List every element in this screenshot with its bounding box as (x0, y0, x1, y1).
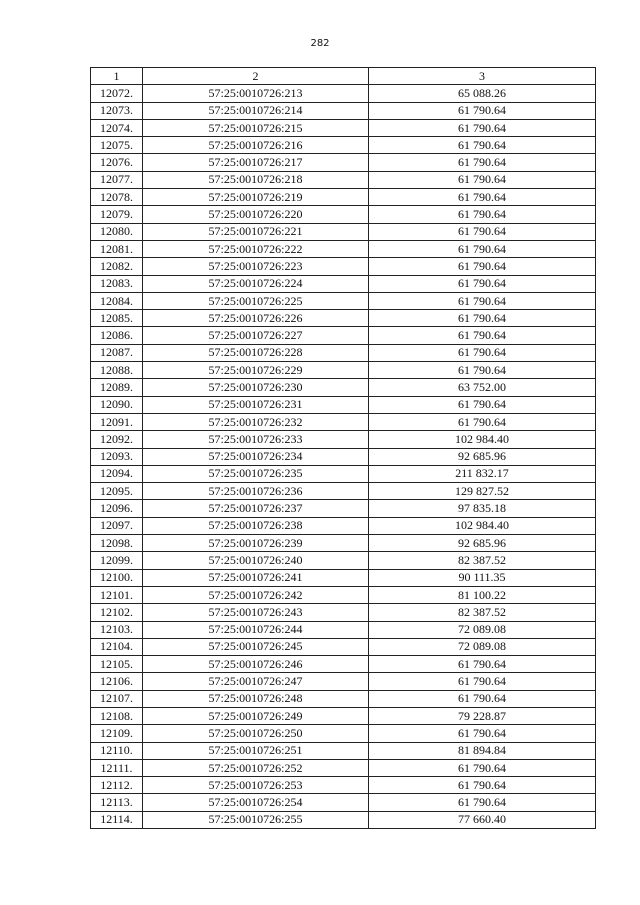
value-cell: 102 984.40 (369, 431, 596, 448)
value-cell: 61 790.64 (369, 258, 596, 275)
row-number-cell: 12094. (91, 465, 143, 482)
cadastral-number-cell: 57:25:0010726:255 (143, 811, 369, 828)
value-cell: 92 685.96 (369, 448, 596, 465)
cadastral-number-cell: 57:25:0010726:235 (143, 465, 369, 482)
cadastral-number-cell: 57:25:0010726:253 (143, 777, 369, 794)
table-row (91, 119, 596, 136)
table-row (91, 258, 596, 275)
value-cell: 61 790.64 (369, 396, 596, 413)
table-row (91, 327, 596, 344)
cadastral-number-cell: 57:25:0010726:246 (143, 656, 369, 673)
value-cell: 61 790.64 (369, 292, 596, 309)
value-cell: 61 790.64 (369, 344, 596, 361)
value-cell: 129 827.52 (369, 483, 596, 500)
row-number-cell: 12087. (91, 344, 143, 361)
row-number-cell: 12088. (91, 362, 143, 379)
row-number-cell: 12077. (91, 171, 143, 188)
row-number-cell: 12073. (91, 102, 143, 119)
value-cell: 61 790.64 (369, 206, 596, 223)
cadastral-number-cell: 57:25:0010726:247 (143, 673, 369, 690)
cadastral-number-cell: 57:25:0010726:252 (143, 759, 369, 776)
table-row (91, 656, 596, 673)
row-number-cell: 12076. (91, 154, 143, 171)
value-cell: 61 790.64 (369, 777, 596, 794)
table-row (91, 794, 596, 811)
value-cell: 61 790.64 (369, 240, 596, 257)
cadastral-number-cell: 57:25:0010726:249 (143, 707, 369, 724)
value-cell: 61 790.64 (369, 102, 596, 119)
cadastral-number-cell: 57:25:0010726:237 (143, 500, 369, 517)
row-number-cell: 12090. (91, 396, 143, 413)
row-number-cell: 12089. (91, 379, 143, 396)
cadastral-number-cell: 57:25:0010726:241 (143, 569, 369, 586)
row-number-cell: 12106. (91, 673, 143, 690)
table-row (91, 379, 596, 396)
cadastral-number-cell: 57:25:0010726:232 (143, 413, 369, 430)
table-row (91, 552, 596, 569)
table-row (91, 171, 596, 188)
table-row (91, 638, 596, 655)
cadastral-number-cell: 57:25:0010726:231 (143, 396, 369, 413)
table-body (91, 85, 596, 829)
table-row (91, 396, 596, 413)
value-cell: 61 790.64 (369, 310, 596, 327)
row-number-cell: 12082. (91, 258, 143, 275)
table-row (91, 206, 596, 223)
row-number-cell: 12104. (91, 638, 143, 655)
row-number-cell: 12105. (91, 656, 143, 673)
row-number-cell: 12112. (91, 777, 143, 794)
cadastral-number-cell: 57:25:0010726:220 (143, 206, 369, 223)
column-header: 1 (91, 68, 143, 85)
table-row (91, 569, 596, 586)
row-number-cell: 12075. (91, 137, 143, 154)
row-number-cell: 12083. (91, 275, 143, 292)
table-row (91, 292, 596, 309)
row-number-cell: 12086. (91, 327, 143, 344)
value-cell: 102 984.40 (369, 517, 596, 534)
cadastral-number-cell: 57:25:0010726:228 (143, 344, 369, 361)
cadastral-number-cell: 57:25:0010726:243 (143, 604, 369, 621)
table-row (91, 811, 596, 828)
table-row (91, 85, 596, 102)
cadastral-number-cell: 57:25:0010726:254 (143, 794, 369, 811)
table-row (91, 777, 596, 794)
row-number-cell: 12078. (91, 189, 143, 206)
table-row (91, 517, 596, 534)
cadastral-number-cell: 57:25:0010726:250 (143, 725, 369, 742)
cadastral-number-cell: 57:25:0010726:213 (143, 85, 369, 102)
row-number-cell: 12097. (91, 517, 143, 534)
table-header-row (91, 68, 596, 85)
cadastral-number-cell: 57:25:0010726:236 (143, 483, 369, 500)
cadastral-number-cell: 57:25:0010726:234 (143, 448, 369, 465)
table-row (91, 707, 596, 724)
row-number-cell: 12099. (91, 552, 143, 569)
value-cell: 65 088.26 (369, 85, 596, 102)
row-number-cell: 12080. (91, 223, 143, 240)
value-cell: 61 790.64 (369, 413, 596, 430)
table-row (91, 413, 596, 430)
value-cell: 81 100.22 (369, 586, 596, 603)
cadastral-number-cell: 57:25:0010726:239 (143, 535, 369, 552)
value-cell: 82 387.52 (369, 604, 596, 621)
row-number-cell: 12111. (91, 759, 143, 776)
row-number-cell: 12107. (91, 690, 143, 707)
cadastral-number-cell: 57:25:0010726:230 (143, 379, 369, 396)
cadastral-number-cell: 57:25:0010726:221 (143, 223, 369, 240)
cadastral-number-cell: 57:25:0010726:225 (143, 292, 369, 309)
cadastral-number-cell: 57:25:0010726:229 (143, 362, 369, 379)
value-cell: 61 790.64 (369, 223, 596, 240)
column-header: 2 (143, 68, 369, 85)
row-number-cell: 12085. (91, 310, 143, 327)
cadastral-number-cell: 57:25:0010726:223 (143, 258, 369, 275)
table-row (91, 362, 596, 379)
cadastral-table (90, 67, 596, 829)
cadastral-number-cell: 57:25:0010726:248 (143, 690, 369, 707)
row-number-cell: 12114. (91, 811, 143, 828)
row-number-cell: 12096. (91, 500, 143, 517)
table-row (91, 275, 596, 292)
cadastral-number-cell: 57:25:0010726:251 (143, 742, 369, 759)
value-cell: 72 089.08 (369, 621, 596, 638)
value-cell: 61 790.64 (369, 327, 596, 344)
row-number-cell: 12110. (91, 742, 143, 759)
table-row (91, 154, 596, 171)
row-number-cell: 12091. (91, 413, 143, 430)
value-cell: 90 111.35 (369, 569, 596, 586)
page-number: 282 (310, 38, 330, 49)
value-cell: 61 790.64 (369, 794, 596, 811)
value-cell: 81 894.84 (369, 742, 596, 759)
cadastral-number-cell: 57:25:0010726:240 (143, 552, 369, 569)
table-row (91, 621, 596, 638)
value-cell: 61 790.64 (369, 119, 596, 136)
cadastral-number-cell: 57:25:0010726:222 (143, 240, 369, 257)
table-row (91, 483, 596, 500)
value-cell: 61 790.64 (369, 690, 596, 707)
row-number-cell: 12081. (91, 240, 143, 257)
table-row (91, 500, 596, 517)
row-number-cell: 12103. (91, 621, 143, 638)
column-header: 3 (369, 68, 596, 85)
value-cell: 63 752.00 (369, 379, 596, 396)
table-row (91, 102, 596, 119)
table-row (91, 189, 596, 206)
value-cell: 82 387.52 (369, 552, 596, 569)
cadastral-number-cell: 57:25:0010726:218 (143, 171, 369, 188)
cadastral-number-cell: 57:25:0010726:233 (143, 431, 369, 448)
cadastral-number-cell: 57:25:0010726:244 (143, 621, 369, 638)
cadastral-number-cell: 57:25:0010726:219 (143, 189, 369, 206)
table-row (91, 673, 596, 690)
cadastral-number-cell: 57:25:0010726:242 (143, 586, 369, 603)
row-number-cell: 12101. (91, 586, 143, 603)
cadastral-number-cell: 57:25:0010726:245 (143, 638, 369, 655)
value-cell: 61 790.64 (369, 171, 596, 188)
row-number-cell: 12100. (91, 569, 143, 586)
row-number-cell: 12113. (91, 794, 143, 811)
cadastral-number-cell: 57:25:0010726:216 (143, 137, 369, 154)
table-row (91, 465, 596, 482)
row-number-cell: 12092. (91, 431, 143, 448)
table-row (91, 586, 596, 603)
table-row (91, 431, 596, 448)
table-row (91, 742, 596, 759)
value-cell: 97 835.18 (369, 500, 596, 517)
value-cell: 61 790.64 (369, 275, 596, 292)
row-number-cell: 12102. (91, 604, 143, 621)
value-cell: 61 790.64 (369, 725, 596, 742)
value-cell: 92 685.96 (369, 535, 596, 552)
value-cell: 61 790.64 (369, 759, 596, 776)
cadastral-number-cell: 57:25:0010726:214 (143, 102, 369, 119)
value-cell: 61 790.64 (369, 673, 596, 690)
table-row (91, 535, 596, 552)
row-number-cell: 12098. (91, 535, 143, 552)
table-row (91, 137, 596, 154)
table-row (91, 240, 596, 257)
table-row (91, 310, 596, 327)
row-number-cell: 12108. (91, 707, 143, 724)
table-row (91, 223, 596, 240)
row-number-cell: 12095. (91, 483, 143, 500)
cadastral-number-cell: 57:25:0010726:226 (143, 310, 369, 327)
value-cell: 211 832.17 (369, 465, 596, 482)
value-cell: 61 790.64 (369, 362, 596, 379)
value-cell: 77 660.40 (369, 811, 596, 828)
table-row (91, 759, 596, 776)
row-number-cell: 12079. (91, 206, 143, 223)
cadastral-number-cell: 57:25:0010726:227 (143, 327, 369, 344)
value-cell: 61 790.64 (369, 154, 596, 171)
cadastral-number-cell: 57:25:0010726:238 (143, 517, 369, 534)
cadastral-number-cell: 57:25:0010726:224 (143, 275, 369, 292)
cadastral-number-cell: 57:25:0010726:217 (143, 154, 369, 171)
row-number-cell: 12093. (91, 448, 143, 465)
value-cell: 61 790.64 (369, 189, 596, 206)
cadastral-number-cell: 57:25:0010726:215 (143, 119, 369, 136)
row-number-cell: 12072. (91, 85, 143, 102)
table-row (91, 690, 596, 707)
table-row (91, 448, 596, 465)
value-cell: 79 228.87 (369, 707, 596, 724)
row-number-cell: 12074. (91, 119, 143, 136)
table-row (91, 725, 596, 742)
row-number-cell: 12084. (91, 292, 143, 309)
row-number-cell: 12109. (91, 725, 143, 742)
table-row (91, 604, 596, 621)
table-row (91, 344, 596, 361)
value-cell: 72 089.08 (369, 638, 596, 655)
value-cell: 61 790.64 (369, 656, 596, 673)
value-cell: 61 790.64 (369, 137, 596, 154)
